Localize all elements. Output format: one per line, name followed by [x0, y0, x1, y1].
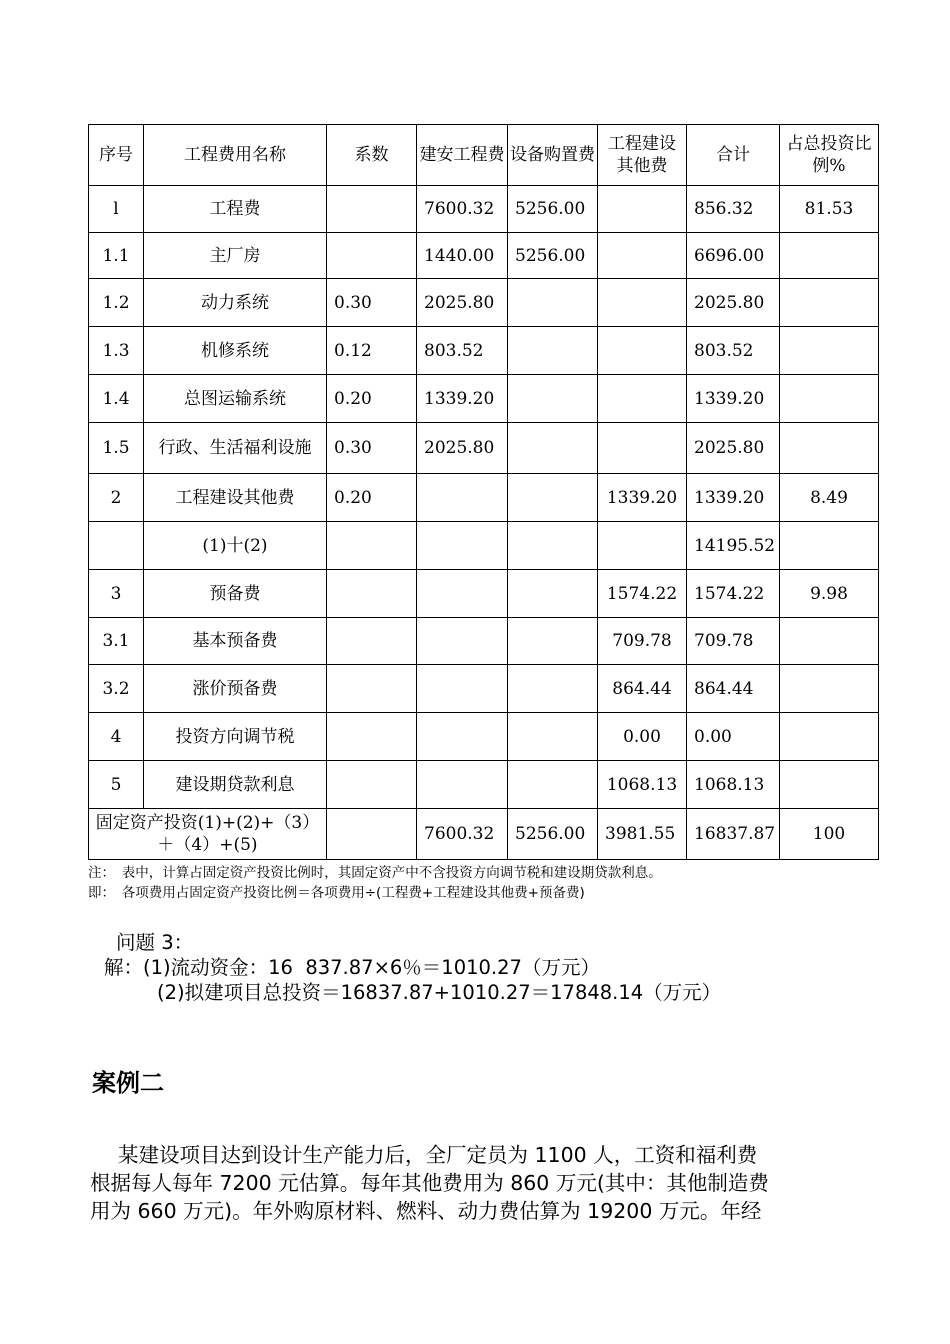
- cell-total: 709.78: [687, 618, 780, 665]
- cell-civil: 2025.80: [417, 279, 508, 327]
- solution-line-1: 解：(1)流动资金：16 837.87×6％＝1010.27（万元）: [104, 956, 600, 979]
- cell-equip: [508, 713, 598, 761]
- cell-coef: [327, 713, 417, 761]
- cell-other: 1068.13: [598, 761, 687, 809]
- summary-civil: 7600.32: [417, 809, 508, 860]
- cell-civil: 2025.80: [417, 423, 508, 474]
- cell-total: 1339.20: [687, 474, 780, 522]
- cell-civil: [417, 618, 508, 665]
- cell-coef: [327, 186, 417, 233]
- cell-coef: [327, 665, 417, 713]
- cell-other: [598, 233, 687, 279]
- cell-name: 工程费: [144, 186, 327, 233]
- cell-seq: 1.1: [89, 233, 144, 279]
- cell-name: 工程建设其他费: [144, 474, 327, 522]
- cell-civil: 1440.00: [417, 233, 508, 279]
- cell-coef: 0.30: [327, 423, 417, 474]
- header-coef: 系数: [327, 125, 417, 186]
- cell-equip: [508, 522, 598, 570]
- header-ratio: 占总投资比例%: [780, 125, 879, 186]
- cell-name: (1)十(2): [144, 522, 327, 570]
- cell-civil: 1339.20: [417, 375, 508, 423]
- cell-name: 预备费: [144, 570, 327, 618]
- cell-seq: 5: [89, 761, 144, 809]
- question-heading: 问题 3：: [116, 931, 194, 954]
- table-header-row: [89, 125, 879, 186]
- header-other: 工程建设其他费: [598, 125, 687, 186]
- cell-coef: 0.12: [327, 327, 417, 375]
- cell-seq: [89, 522, 144, 570]
- cell-civil: [417, 570, 508, 618]
- cell-equip: [508, 570, 598, 618]
- cell-ratio: [780, 423, 879, 474]
- cell-equip: [508, 423, 598, 474]
- cell-name: 动力系统: [144, 279, 327, 327]
- cell-total: 803.52: [687, 327, 780, 375]
- cell-seq: 4: [89, 713, 144, 761]
- table-row: [89, 423, 879, 474]
- cell-seq: 3.2: [89, 665, 144, 713]
- cell-ratio: [780, 761, 879, 809]
- table-body: [89, 186, 879, 809]
- cell-equip: [508, 761, 598, 809]
- header-equip: 设备购置费: [508, 125, 598, 186]
- table-row: [89, 570, 879, 618]
- cell-other: [598, 279, 687, 327]
- cell-ratio: [780, 375, 879, 423]
- cell-ratio: 8.49: [780, 474, 879, 522]
- cell-name: 总图运输系统: [144, 375, 327, 423]
- cell-total: 864.44: [687, 665, 780, 713]
- cell-ratio: [780, 327, 879, 375]
- cell-total: 2025.80: [687, 279, 780, 327]
- case-paragraph-line-3: 用为 660 万元)。年外购原材料、燃料、动力费估算为 19200 万元。年经: [90, 1199, 762, 1223]
- table-row: [89, 186, 879, 233]
- table-row: [89, 665, 879, 713]
- cell-ratio: [780, 665, 879, 713]
- table-row: [89, 279, 879, 327]
- cell-other: [598, 375, 687, 423]
- cell-civil: [417, 474, 508, 522]
- summary-equip: 5256.00: [508, 809, 598, 860]
- case-paragraph-line-2: 根据每人每年 7200 元估算。每年其他费用为 860 万元(其中：其他制造费: [90, 1171, 769, 1195]
- cell-equip: [508, 327, 598, 375]
- table-row: [89, 327, 879, 375]
- cell-coef: [327, 522, 417, 570]
- note-line-2: 即： 各项费用占固定资产投资比例＝各项费用÷(工程费+工程建设其他费+预备费): [88, 885, 585, 901]
- cell-coef: [327, 233, 417, 279]
- cell-name: 基本预备费: [144, 618, 327, 665]
- cell-name: 涨价预备费: [144, 665, 327, 713]
- table-row: [89, 474, 879, 522]
- cell-total: 2025.80: [687, 423, 780, 474]
- investment-table: [88, 124, 879, 860]
- cell-coef: [327, 570, 417, 618]
- cell-total: 1068.13: [687, 761, 780, 809]
- cell-ratio: [780, 279, 879, 327]
- cell-coef: [327, 618, 417, 665]
- cell-other: [598, 327, 687, 375]
- cell-other: 709.78: [598, 618, 687, 665]
- cell-name: 机修系统: [144, 327, 327, 375]
- table-row: [89, 233, 879, 279]
- summary-coef: [327, 809, 417, 860]
- cell-ratio: [780, 713, 879, 761]
- case-title: 案例二: [92, 1069, 164, 1097]
- cell-total: 1339.20: [687, 375, 780, 423]
- cell-seq: 1.4: [89, 375, 144, 423]
- cell-coef: 0.20: [327, 474, 417, 522]
- cell-name: 主厂房: [144, 233, 327, 279]
- cell-other: [598, 186, 687, 233]
- header-seq: 序号: [89, 125, 144, 186]
- cell-ratio: 9.98: [780, 570, 879, 618]
- cell-total: 856.32: [687, 186, 780, 233]
- cell-other: 1574.22: [598, 570, 687, 618]
- header-name: 工程费用名称: [144, 125, 327, 186]
- cell-civil: 803.52: [417, 327, 508, 375]
- cell-seq: 1.5: [89, 423, 144, 474]
- cell-other: [598, 522, 687, 570]
- cell-ratio: 81.53: [780, 186, 879, 233]
- cell-total: 6696.00: [687, 233, 780, 279]
- cell-equip: [508, 279, 598, 327]
- cell-seq: 1.3: [89, 327, 144, 375]
- cell-equip: 5256.00: [508, 233, 598, 279]
- cell-other: 0.00: [598, 713, 687, 761]
- cell-ratio: [780, 233, 879, 279]
- cell-equip: 5256.00: [508, 186, 598, 233]
- summary-other: 3981.55: [598, 809, 687, 860]
- cell-total: 0.00: [687, 713, 780, 761]
- cell-coef: [327, 761, 417, 809]
- header-total: 合计: [687, 125, 780, 186]
- cell-total: 14195.52: [687, 522, 780, 570]
- cell-seq: 3: [89, 570, 144, 618]
- summary-row: [89, 809, 879, 860]
- table-row: [89, 375, 879, 423]
- table-row: [89, 522, 879, 570]
- cell-name: 投资方向调节税: [144, 713, 327, 761]
- case-paragraph-line-1: 某建设项目达到设计生产能力后，全厂定员为 1100 人，工资和福利费: [118, 1143, 758, 1167]
- cell-other: 864.44: [598, 665, 687, 713]
- summary-ratio: 100: [780, 809, 879, 860]
- cell-seq: 3.1: [89, 618, 144, 665]
- cell-equip: [508, 665, 598, 713]
- cell-civil: 7600.32: [417, 186, 508, 233]
- cell-coef: 0.20: [327, 375, 417, 423]
- header-civil: 建安工程费: [417, 125, 508, 186]
- cell-seq: l: [89, 186, 144, 233]
- cell-civil: [417, 761, 508, 809]
- cell-name: 行政、生活福利设施: [144, 423, 327, 474]
- solution-line-2: (2)拟建项目总投资＝16837.87+1010.27＝17848.14（万元）: [157, 981, 722, 1004]
- table-row: [89, 618, 879, 665]
- cell-seq: 2: [89, 474, 144, 522]
- summary-total: 16837.87: [687, 809, 780, 860]
- table-row: [89, 713, 879, 761]
- note-line-1: 注： 表中，计算占固定资产投资比例时，其固定资产中不含投资方向调节税和建设期贷款利息。: [88, 865, 662, 881]
- cell-equip: [508, 474, 598, 522]
- cell-equip: [508, 618, 598, 665]
- cell-ratio: [780, 522, 879, 570]
- cell-coef: 0.30: [327, 279, 417, 327]
- cell-name: 建设期贷款利息: [144, 761, 327, 809]
- cell-total: 1574.22: [687, 570, 780, 618]
- cell-other: 1339.20: [598, 474, 687, 522]
- cell-civil: [417, 713, 508, 761]
- cell-other: [598, 423, 687, 474]
- summary-label: 固定资产投资(1)+(2)+（3）＋（4）+(5): [89, 809, 327, 860]
- cell-civil: [417, 665, 508, 713]
- table-row: [89, 761, 879, 809]
- cell-ratio: [780, 618, 879, 665]
- cell-civil: [417, 522, 508, 570]
- cell-equip: [508, 375, 598, 423]
- cell-seq: 1.2: [89, 279, 144, 327]
